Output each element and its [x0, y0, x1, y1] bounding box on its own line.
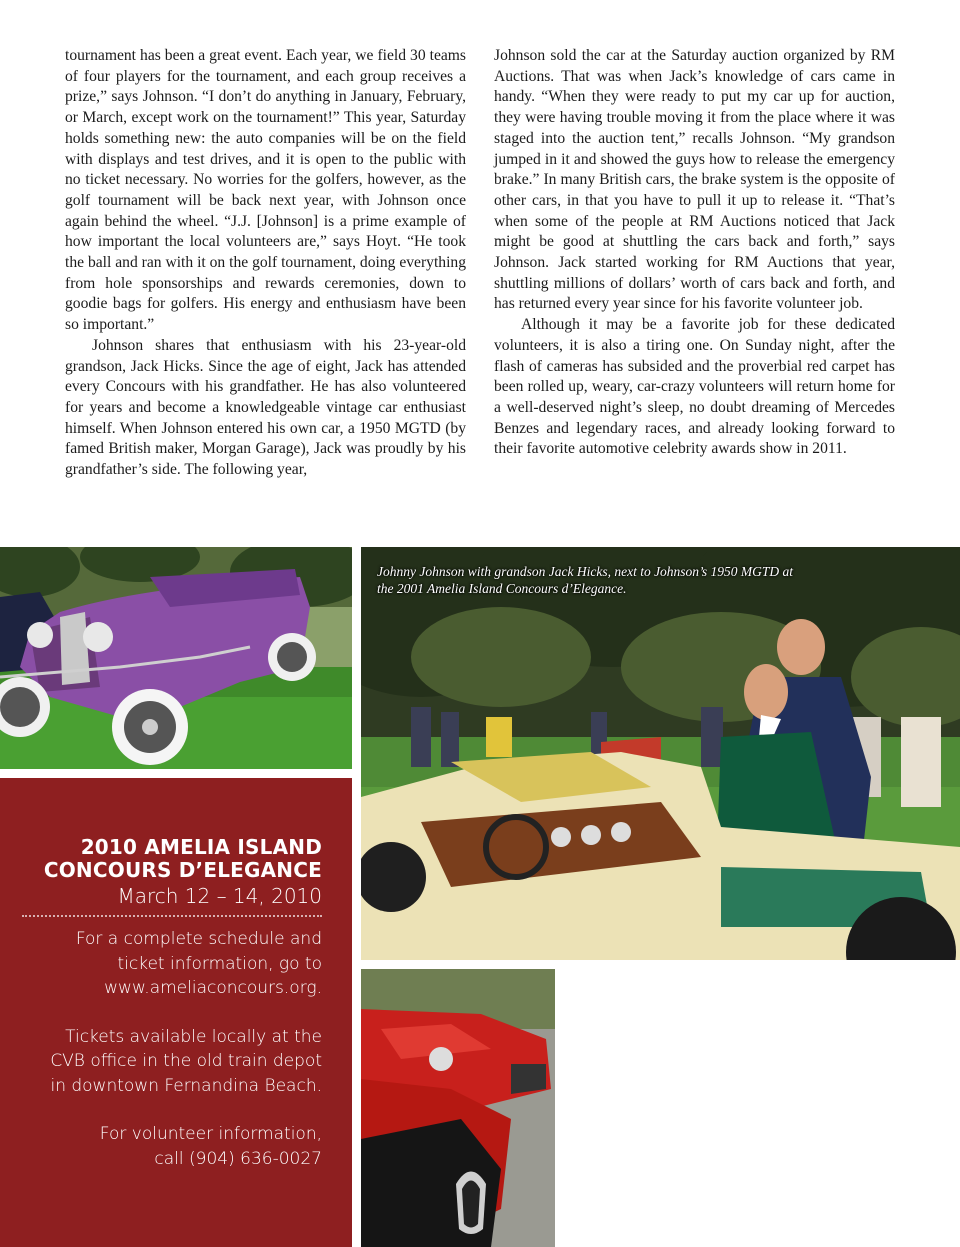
article-paragraph: Although it may be a favorite job for these dedicated volunteers, it is also a tiring one. On Sunday night, after the flash of cameras has subsided and the proverbial red carpet has been rolled up, weary, car-crazy volunteers will return home for a well-deserved night’s sleep, no doubt dreaming of Mercedes Benzes and legendary races, and already looking forward to their favorite automotive celebrity awards show in 2011. [494, 316, 895, 458]
event-dates: March 12 – 14, 2010 [117, 884, 322, 908]
website-link[interactable]: www.ameliaconcours.org. [104, 978, 322, 998]
article-right-column [494, 46, 895, 460]
tickets-info: Tickets available locally at the CVB office in the old train depot in downtown Fernandina Beach. [50, 1026, 322, 1096]
event-title-line2: CONCOURS D’ELEGANCE [43, 858, 322, 882]
schedule-info: For a complete schedule and ticket information, go to www.ameliaconcours.org. [75, 929, 322, 998]
dotted-divider [22, 915, 322, 917]
photo-caption: Johnny Johnson with grandson Jack Hicks, next to Johnson’s 1950 MGTD at the 2001 Amelia Island Concours d’Elegance. [377, 564, 793, 596]
article-paragraph: Johnson shares that enthusiasm with his 23-year-old grandson, Jack Hicks. Since the age of eight, Jack has attended every Concours with his grandfather. He has also volunteered for years and become a knowledgeable vintage car enthusiast himself. When Johnson entered his own car, a 1950 MGTD (by famed British maker, Morgan Garage), Jack was proudly by his grandfather’s side. The following year, [65, 336, 466, 479]
event-title-line1: 2010 AMELIA ISLAND [80, 835, 322, 859]
johnson-grandson-mgtd-photo [361, 547, 960, 960]
volunteer-info: For volunteer information, call (904) 636-0027 [99, 1124, 322, 1169]
article-paragraph: Johnson sold the car at the Saturday auction organized by RM Auctions. That was when Jack’s knowledge of cars came in handy. “When they were ready to put my car up for auction, they were having trouble moving it from the place where it was staged into the auction tent,” recalls Johnson. “My grandson jumped in it and showed the guys how to release the emergency brake.” In many British cars, the brake system is the opposite of other cars, in that you have to pull it up to release it. “That’s when some of the people at RM Auctions noticed that Jack might be good at shuttling the cars back and forth,” says Johnson. Jack started working for RM Auctions that year, shuttling millions of dollars’ worth of cars back and forth, and has returned every year since for his favorite volunteer job. [494, 47, 895, 313]
purple-vintage-car-photo [0, 547, 352, 769]
article-left-column [65, 46, 466, 481]
event-info-panel [0, 778, 352, 1247]
red-supercars-photo [361, 969, 555, 1247]
article-paragraph: tournament has been a great event. Each year, we field 30 teams of four players for the tournament, and each group receives a prize,” says Johnson. “I don’t do anything in January, February, or March, except work on the tournament!” This year, Saturday holds something new: the auto companies will be on the field with displays and test drives, and it is open to the public with no ticket necessary. No worries for the golfers, however, as the golf tournament will be back next year, with Johnson once again behind the wheel. “J.J. [Johnson] is a prime example of how important the local volunteers are,” says Hoyt. “He took the ball and ran with it on the golf tournament, doing everything from hole sponsorships and rewards ceremonies, down to goodie bags for golfers. His energy and enthusiasm have been so important.” [65, 47, 467, 334]
